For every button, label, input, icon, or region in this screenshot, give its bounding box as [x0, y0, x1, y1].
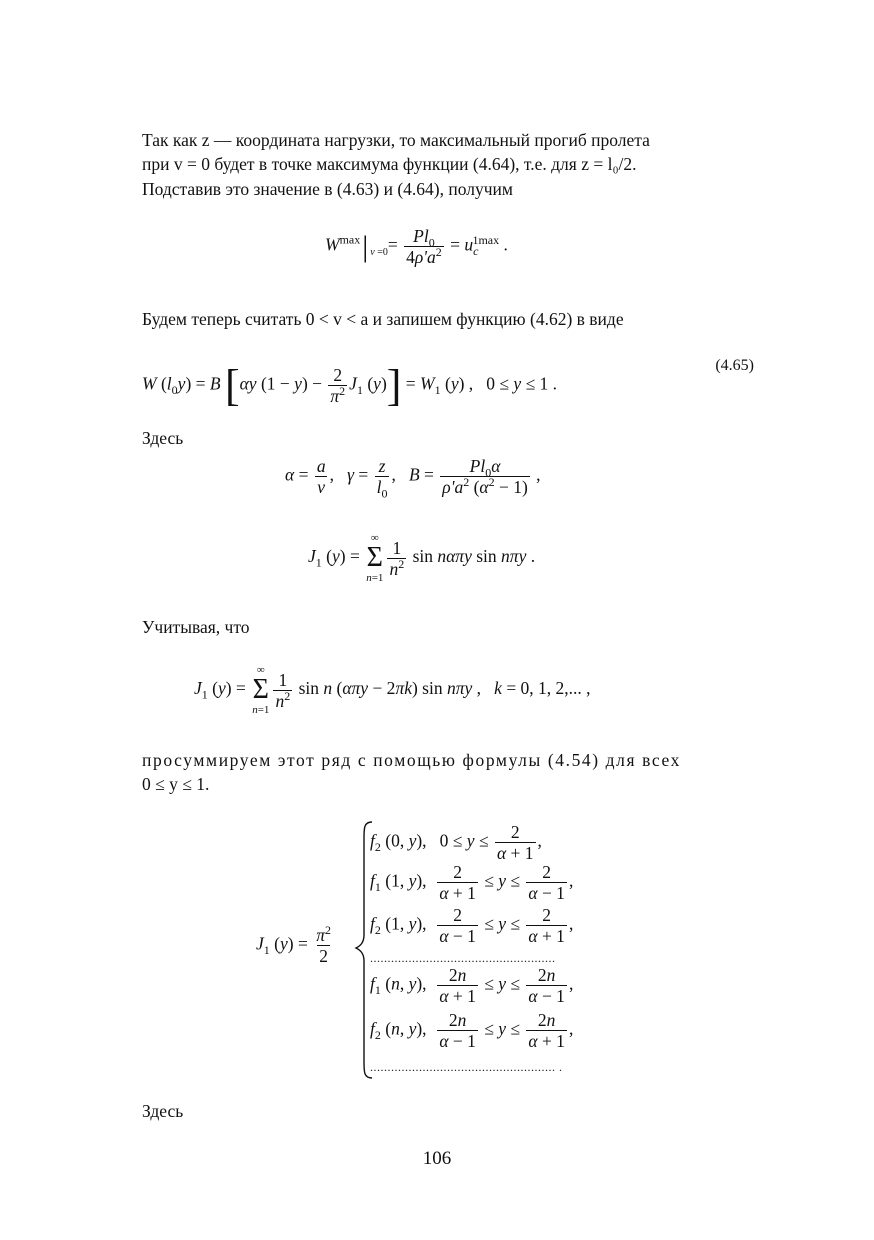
- equation-wmax: $W^{max}|$ $_{v =0}$= $\frac{Pl_0}{4\rho'a^2}$ = $u_c^{1max}$ .: [325, 226, 508, 267]
- paragraph-2: Будем теперь считать 0 < v < a и запишем функцию (4.62) в виде: [142, 309, 624, 329]
- equation-4-65: W $(l_0y) = B$ [αy (1 − y) − $\frac{2}{\pi^2}$ $J_1$ $(y)] = W_1$ (y) , 0 ≤ y ≤ 1 .: [142, 361, 558, 410]
- piecewise-dots-2: ..................................................... .: [370, 1060, 563, 1074]
- piecewise-dots-1: .....................................................: [370, 951, 556, 965]
- paragraph-1-line-2: при v = 0 будет в точке максимума функции (4.64), т.е. для z = l₀/2.: [142, 154, 637, 174]
- paragraph-3-line-1: просуммируем этот ряд с помощью формулы (4.54) для всех: [142, 750, 681, 770]
- equation-number: (4.65): [715, 357, 754, 374]
- piecewise-row-3: $f_2$ (1, y), $\frac{2}{\alpha - 1}$ ≤ y ≤ $\frac{2}{\alpha + 1}$ ,: [370, 905, 574, 946]
- equation-definitions: α = $\frac{a}{v}$ , γ = $\frac{z}{l_0}$ , B = $\frac{Pl_0\alpha}{\rho'a^2 (\alpha^2 - 1)}$ ,: [285, 456, 541, 501]
- page-number: 106: [422, 1148, 452, 1169]
- paragraph-3-line-2: 0 ≤ y ≤ 1.: [142, 774, 210, 794]
- equation-j1-k: $J_1$ (y) = ∞ Σ n=1 $\frac{1}{n^2}$ sin n (απy − 2πk) sin nπy , k = 0, 1, 2,... ,: [194, 664, 591, 716]
- uchityvaya-label: Учитывая, что: [142, 617, 250, 637]
- paragraph-1-line-3: Подставив это значение в (4.63) и (4.64), получим: [142, 179, 513, 199]
- piecewise-lhs: $J_1$ (y) = $\frac{\pi^2}{2}$: [256, 923, 331, 966]
- piecewise-row-5: $f_2$ (n, y), $\frac{2n}{\alpha - 1}$ ≤ y ≤ $\frac{2n}{\alpha + 1}$ ,: [370, 1010, 574, 1051]
- piecewise-row-2: $f_1$ (1, y), $\frac{2}{\alpha + 1}$ ≤ y ≤ $\frac{2}{\alpha - 1}$ ,: [370, 862, 574, 903]
- piecewise-row-4: $f_1$ (n, y), $\frac{2n}{\alpha + 1}$ ≤ y ≤ $\frac{2n}{\alpha - 1}$ ,: [370, 965, 574, 1006]
- zdes-label-1: Здесь: [142, 428, 184, 448]
- piecewise-row-1: $f_2$ (0, y), 0 ≤ y ≤ $\frac{2}{\alpha + 1}$ ,: [370, 822, 542, 863]
- zdes-label-2: Здесь: [142, 1101, 184, 1121]
- paragraph-1-line-1: Так как z — координата нагрузки, то максимальный прогиб пролета: [142, 130, 650, 150]
- equation-j1-series: $J_1$ (y) = ∞ Σ n=1 $\frac{1}{n^2}$ sin nαπy sin nπy .: [308, 532, 536, 584]
